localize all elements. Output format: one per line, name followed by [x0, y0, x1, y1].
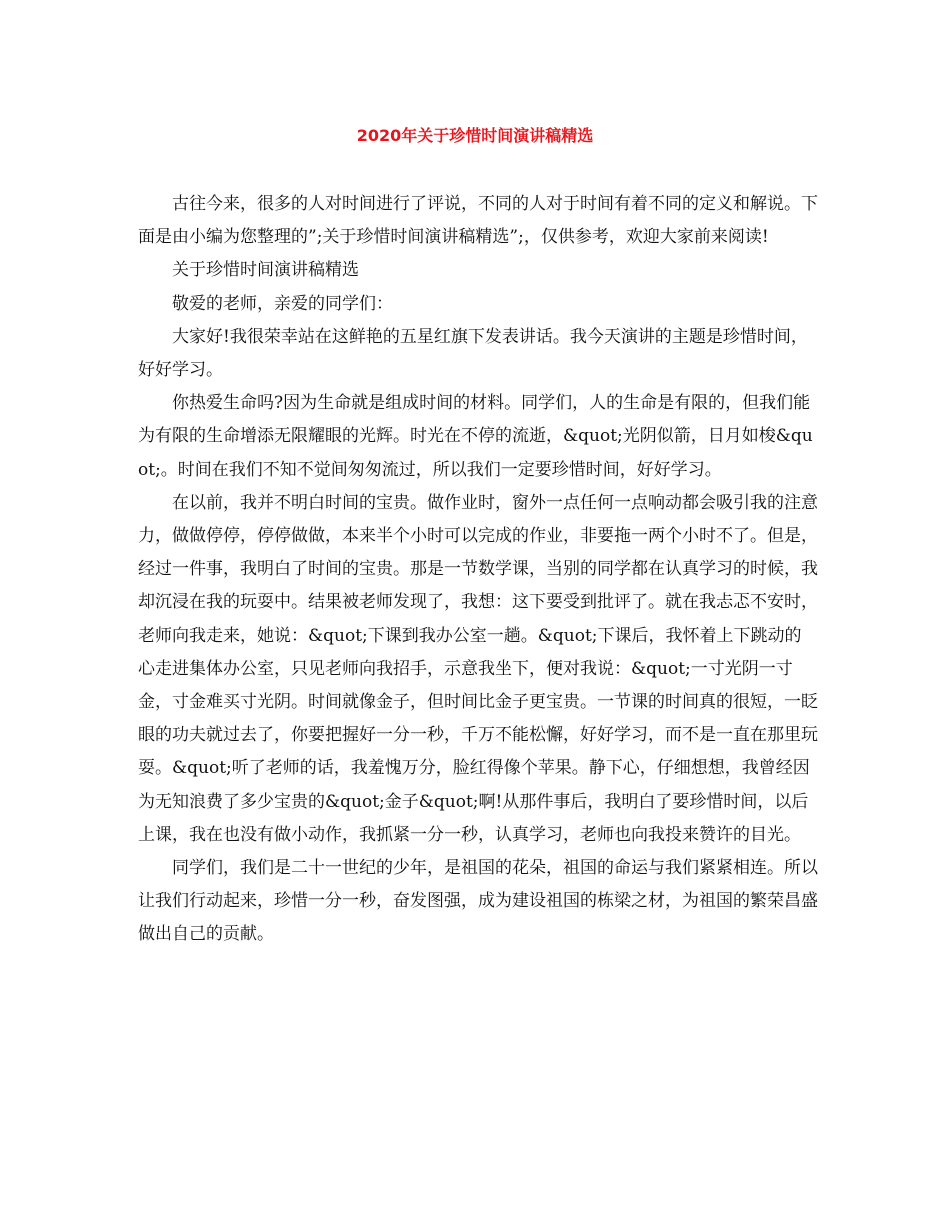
paragraph-greeting: 大家好!我很荣幸站在这鲜艳的五星红旗下发表讲话。我今天演讲的主题是珍惜时间，好好学习。: [138, 326, 808, 381]
paragraph-life: 你热爱生命吗?因为生命就是组成时间的材料。同学们，人的生命是有限的，但我们能为有限的生命增添无限耀眼的光辉。时光在不停的流逝，&quot;光阴似箭，日月如梭&quot;。时间在我们不知不觉间匆匆流过，所以我们一定要珍惜时间，好好学习。: [138, 393, 813, 480]
document-title: 2020年关于珍惜时间演讲稿精选: [356, 126, 594, 145]
paragraph-subtitle: 关于珍惜时间演讲稿精选: [172, 260, 359, 281]
paragraph-salutation: 敬爱的老师，亲爱的同学们：: [172, 293, 393, 314]
paragraph-conclusion: 同学们，我们是二十一世纪的少年，是祖国的花朵，祖国的命运与我们紧紧相连。所以让我们行动起来，珍惜一分一秒，奋发图强，成为建设祖国的栋梁之材，为祖国的繁荣昌盛做出自己的贡献。: [138, 858, 818, 945]
paragraph-story: 在以前，我并不明白时间的宝贵。做作业时，窗外一点任何一点响动都会吸引我的注意力，做做停停，停停做做，本来半个小时可以完成的作业，非要拖一两个小时不了。但是，经过一件事，我明白了时间的宝贵。那是一节数学课，当别的同学都在认真学习的时候，我却沉浸在我的玩耍中。结果被老师发现了，我想：这下要受到批评了。就在我忐忑不安时，老师向我走来，她说：&quot;下课到我办公室一趟。&quot;下课后，我怀着上下跳动的心走进集体办公室，只见老师向我招手，示意我坐下，便对我说：&quot;一寸光阴一寸金，寸金难买寸光阴。时间就像金子，但时间比金子更宝贵。一节课的时间真的很短，一眨眼的功夫就过去了，你要把握好一分一秒，千万不能松懈，好好学习，而不是一直在那里玩耍。&quot;听了老师的话，我羞愧万分，脸红得像个苹果。静下心，仔细想想，我曾经因为无知浪费了多少宝贵的&quot;金子&quot;啊!从那件事后，我明白了要珍惜时间，以后上课，我在也没有做小动作，我抓紧一分一秒，认真学习，老师也向我投来赞许的目光。: [138, 492, 818, 845]
paragraph-intro: 古往今来，很多的人对时间进行了评说，不同的人对于时间有着不同的定义和解说。下面是由小编为您整理的”;关于珍惜时间演讲稿精选”;，仅供参考，欢迎大家前来阅读!: [138, 194, 818, 248]
document-body: [138, 188, 818, 952]
